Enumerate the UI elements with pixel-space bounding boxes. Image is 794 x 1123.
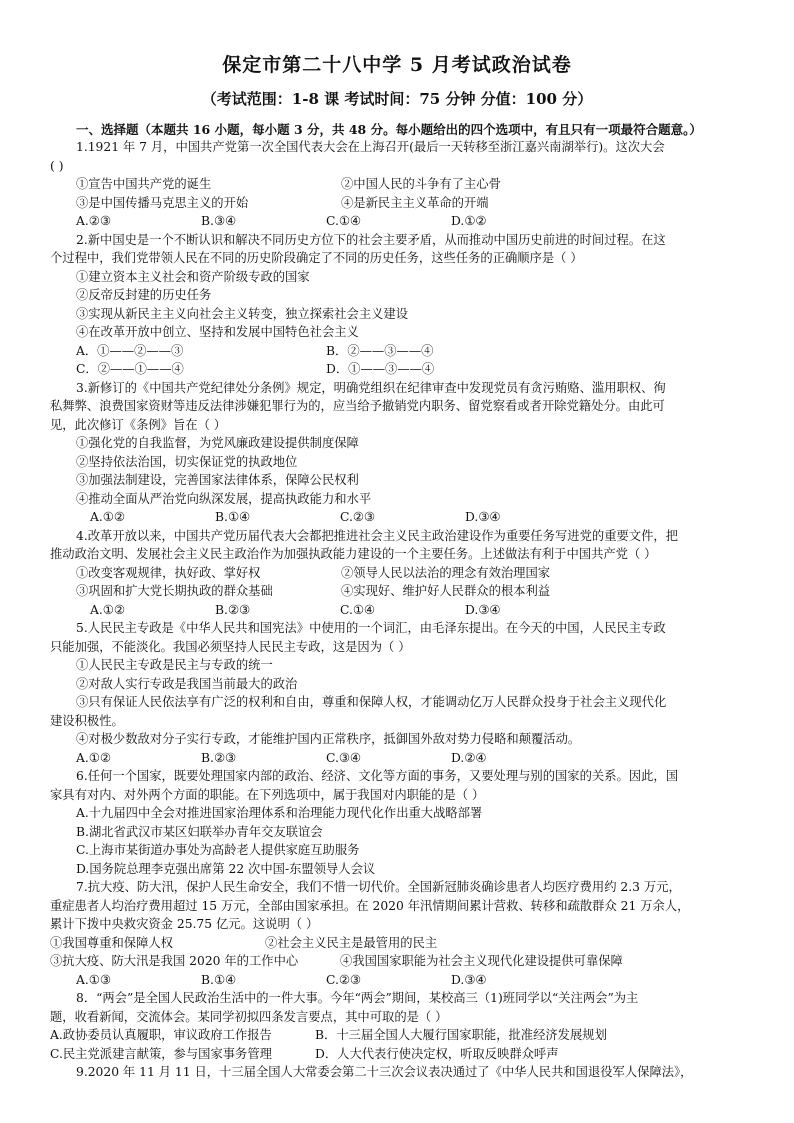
q4-answer-b: B.②③ xyxy=(215,602,250,617)
q5-answer-c: C.③④ xyxy=(326,750,361,765)
q2-answer-d: D．①——③——④ xyxy=(326,362,435,376)
q4-option-3: ③巩固和扩大党长期执政的群众基础 xyxy=(76,584,273,598)
q5-stem-cont: 只能加强，不能淡化。我国必须坚持人民民主专政，这是因为（ ） xyxy=(50,639,411,654)
q3-answer-a: A.①② xyxy=(90,510,125,524)
q7-answer-b: B.①④ xyxy=(201,972,236,987)
q5-option-3: ③只有保证人民依法享有广泛的权利和自由，尊重和保障人权，才能调动亿万人民群众投身于社会主义现代化 xyxy=(76,695,667,709)
q1-stem: 1.1921 年 7 月，中国共产党第一次全国代表大会在上海召开(最后一天转移至浙江嘉兴南湖举行)。这次大会 xyxy=(76,140,665,154)
q3-option-3: ③加强法制建设，完善国家法律体系，保障公民权利 xyxy=(76,473,359,487)
q5-answer-d: D.②④ xyxy=(451,750,487,765)
q6-stem-cont: 家具有对内、对外两个方面的职能。在下列选项中，属于我国对内职能的是（ ） xyxy=(50,787,485,802)
q1-option-3: ③是中国传播马克思主义的开始 xyxy=(76,195,249,210)
q5-answers xyxy=(50,749,756,768)
q4-options-row xyxy=(50,564,756,583)
q5-option-1: ①人民民主专政是民主与专政的统一 xyxy=(76,658,273,672)
q3-stem-cont: 见，此次修订《条例》旨在（ ） xyxy=(50,417,227,432)
q8-answers xyxy=(50,1045,756,1064)
question-list xyxy=(50,138,756,1082)
q8-answer-c: C.民主党派建言献策，参与国家事务管理 xyxy=(50,1046,272,1061)
q3-answers xyxy=(50,508,756,527)
q1-options-row xyxy=(50,175,756,194)
q1-answer-a: A.②③ xyxy=(76,214,111,228)
q4-stem: 4.改革开放以来，中国共产党历届代表大会都把推进社会主义民主政治建设作为重要任务写进党的重要文件，把 xyxy=(76,528,678,543)
q7-option-1: ①我国尊重和保障人权 xyxy=(50,935,173,950)
q1-options-row xyxy=(50,194,756,213)
q1-stem-cont: ( ) xyxy=(50,158,64,173)
q7-answers xyxy=(50,971,756,990)
q8-stem-cont: 题，收看新闻，交流体会。某同学初拟四条发言要点，其中可取的是（ ） xyxy=(50,1009,448,1024)
q8-answer-a: A.政协委员认真履职，审议政府工作报告 xyxy=(50,1028,272,1042)
q2-stem: 2.新中国史是一个不断认识和解决不同历史方位下的社会主要矛盾，从而推动中国历史前进的时间过程。在这 xyxy=(76,232,666,247)
q9-stem: 9.2020 年 11 月 11 日，十三届全国人大常委会第二十三次会议表决通过了《中华人民共和国退役军人保障法》， xyxy=(76,1065,693,1079)
q3-answer-d: D.③④ xyxy=(465,510,501,524)
q3-option-4: ④推动全面从严治党向纵深发展，提高执政能力和水平 xyxy=(76,491,372,506)
q5-option-3-cont: 建设积极性。 xyxy=(50,713,124,728)
exam-subtitle: （考试范围：1-8 课 考试时间：75 分钟 分值：100 分） xyxy=(201,90,593,108)
q4-option-1: ①改变客观规律，执好政、掌好权 xyxy=(76,565,261,580)
q5-answer-a: A.①② xyxy=(76,750,111,765)
q2-option-1: ①建立资本主义社会和资产阶级专政的国家 xyxy=(76,269,310,284)
q1-answers xyxy=(50,212,756,231)
q7-answer-d: D.③④ xyxy=(451,972,487,987)
q4-answers xyxy=(50,601,756,620)
q7-stem-cont: 累计下拨中央救灾资金 25.75 亿元。这说明（ ） xyxy=(50,917,319,931)
q1-answer-d: D.①② xyxy=(451,214,487,228)
q1-answer-b: B.③④ xyxy=(201,214,236,228)
q2-answer-b: B．②——③——④ xyxy=(326,343,434,358)
q3-option-1: ①强化党的自我监督，为党风廉政建设提供制度保障 xyxy=(76,436,359,450)
q7-stem-cont: 重症患者人均治疗费用超过 15 万元，全部由国家承担。在 2020 年汛情期间累计营救、转移和疏散群众 21 万余人， xyxy=(50,898,690,913)
q7-option-2: ②社会主义民主是最管用的民主 xyxy=(265,935,438,950)
q2-answer-a: A．①——②——③ xyxy=(76,343,184,358)
q7-option-4: ④我国国家职能为社会主义现代化建设提供可靠保障 xyxy=(340,954,623,968)
q7-options-row xyxy=(50,952,756,971)
q2-stem-cont: 个过程中，我们党带领人民在不同的历史阶段确定了不同的历史任务，这些任务的正确顺序是（ ） xyxy=(50,251,583,265)
q3-option-2: ②坚持依法治国，切实保证党的执政地位 xyxy=(76,454,298,469)
q1-option-1: ①宣告中国共产党的诞生 xyxy=(76,177,212,191)
q4-option-4: ④实现好、维护好人民群众的根本利益 xyxy=(341,584,551,598)
q2-answers xyxy=(50,342,756,361)
q8-answer-b: B．十三届全国人大履行国家职能，批准经济发展规划 xyxy=(315,1028,607,1042)
q5-option-2: ②对敌人实行专政是我国当前最大的政治 xyxy=(76,676,298,691)
q1-answer-c: C.①④ xyxy=(326,214,361,228)
q8-stem: 8．“两会”是全国人民政治生活中的一件大事。今年“两会”期间，某校高三（1)班同学以“关注两会”为主 xyxy=(76,991,639,1005)
q2-option-4: ④在改革开放中创立、坚持和发展中国特色社会主义 xyxy=(76,325,359,339)
exam-title: 保定市第二十八中学 5 月考试政治试卷 xyxy=(222,54,572,76)
q2-option-2: ②反帝反封建的历史任务 xyxy=(76,288,212,302)
q3-answer-b: B.①④ xyxy=(215,510,250,524)
q3-answer-c: C.②③ xyxy=(340,510,375,524)
q3-stem: 3.新修订的《中国共产党纪律处分条例》规定，明确党组织在纪律审查中发现党员有贪污贿赂、滥用职权、徇 xyxy=(76,380,666,395)
q1-option-4: ④是新民主主义革命的开端 xyxy=(341,195,489,210)
section-heading: 一、选择题（本题共 16 小题，每小题 3 分，共 48 分。每小题给出的四个选项中，有且只有一项最符合题意。） xyxy=(76,122,702,137)
q4-answer-c: C.①④ xyxy=(340,602,375,617)
q2-option-3: ③实现从新民主主义向社会主义转变，独立探索社会主义建设 xyxy=(76,306,409,321)
q8-answers xyxy=(50,1026,756,1045)
q5-stem: 5.人民民主专政是《中华人民共和国宪法》中使用的一个词汇，由毛泽东提出。在今天的中国，人民民主专政 xyxy=(76,621,666,635)
q3-stem-cont: 私舞弊、浪费国家资财等违反法律涉嫌犯罪行为的，应当给予撤销党内职务、留党察看或者开除党籍处分。由此可 xyxy=(50,399,665,413)
q8-answer-d: D．人大代表行使决定权，听取反映群众呼声 xyxy=(315,1046,559,1061)
q6-answer-b: B.湖北省武汉市某区妇联举办青年交友联谊会 xyxy=(76,824,323,839)
q6-answer-c: C.上海市某街道办事处为高龄老人提供家庭互助服务 xyxy=(76,843,360,857)
q6-answer-a: A.十九届四中全会对推进国家治理体系和治理能力现代化作出重大战略部署 xyxy=(76,806,483,820)
q4-option-2: ②领导人民以法治的理念有效治理国家 xyxy=(341,565,551,580)
q2-answer-c: C．②——①——④ xyxy=(76,362,184,376)
q2-answers xyxy=(50,360,756,379)
q6-stem: 6.任何一个国家，既要处理国家内部的政治、经济、文化等方面的事务，又要处理与别的国家的关系。因此，国 xyxy=(76,769,678,783)
q7-option-3: ③抗大疫、防大汛是我国 2020 年的工作中心 xyxy=(50,954,299,968)
q7-answer-c: C.②③ xyxy=(326,972,361,987)
q7-options-row xyxy=(50,934,756,953)
q1-option-2: ②中国人民的斗争有了主心骨 xyxy=(341,177,501,191)
q4-options-row xyxy=(50,582,756,601)
q7-stem: 7.抗大疫、防大汛，保护人民生命安全，我们不惜一切代价。全国新冠肺炎确诊患者人均医疗费用约 2.3 万元， xyxy=(76,880,681,894)
q5-answer-b: B.②③ xyxy=(201,750,236,765)
q7-answer-a: A.①③ xyxy=(76,972,111,987)
q5-option-4: ④对极少数敌对分子实行专政，才能维护国内正常秩序，抵御国外敌对势力侵略和颠覆活动。 xyxy=(76,732,581,746)
q6-answer-d: D.国务院总理李克强出席第 22 次中国-东盟领导人会议 xyxy=(76,861,376,876)
q4-answer-d: D.③④ xyxy=(465,602,501,617)
q4-answer-a: A.①② xyxy=(90,602,125,617)
q4-stem-cont: 推动政治文明、发展社会主义民主政治作为加强执政能力建设的一个主要任务。上述做法有利于中国共产党（ ） xyxy=(50,547,657,561)
